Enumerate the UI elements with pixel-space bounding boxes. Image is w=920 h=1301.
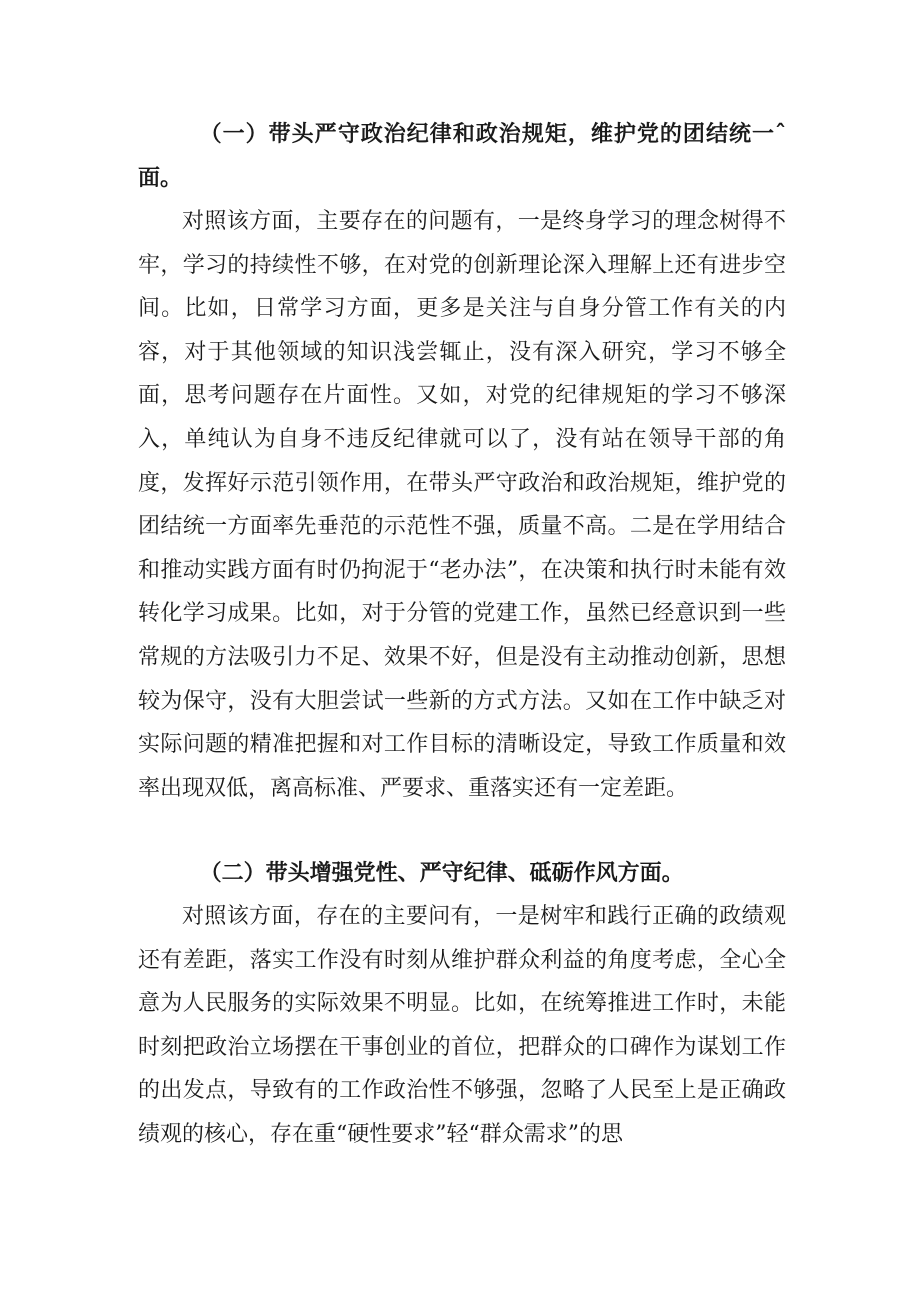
section-two-heading: （二）带头增强党性、严守纪律、砥砺作风方面。	[199, 860, 684, 886]
section-one-heading: （一）带头严守政治纪律和政治规矩，维护党的团结统一ˆ面。	[138, 121, 786, 191]
section-one-paragraph: 对照该方面，主要存在的问题有，一是终身学习的理念树得不牢，学习的持续性不够，在对党的创新理论深入理解上还有进步空间。比如，日常学习方面，更多是关注与自身分管工作有关的内容，对于其他领域的知识浅尝辄止，没有深入研究，学习不够全面，思考问题存在片面性。又如，对党的纪律规矩的学习不够深入，单纯认为自身不违反纪律就可以了，没有站在领导干部的角度，发挥好示范引领作用，在带头严守政治和政治规矩，维护党的团结统一方面率先垂范的示范性不强，质量不高。二是在学用结合和推动实践方面有时仍拘泥于“老办法”，在决策和执行时未能有效转化学习成果。比如，对于分管的党建工作，虽然已经意识到一些常规的方法吸引力不足、效果不好，但是没有主动推动创新，思想较为保守，没有大胆尝试一些新的方式方法。又如在工作中缺乏对实际问题的精准把握和对工作目标的清晰设定，导致工作质量和效率出现双低，离高标准、严要求、重落实还有一定差距。	[138, 209, 786, 801]
section-two-paragraph: 对照该方面，存在的主要问有，一是树牢和践行正确的政绩观还有差距，落实工作没有时刻从维护群众利益的角度考虑，全心全意为人民服务的实际效果不明显。比如，在统筹推进工作时，未能时刻把政治立场摆在干事创业的首位，把群众的口碑作为谋划工作的出发点，导致有的工作政治性不够强，忽略了人民至上是正确政绩观的核心，存在重“硬性要求”轻“群众需求”的思	[138, 904, 786, 1147]
